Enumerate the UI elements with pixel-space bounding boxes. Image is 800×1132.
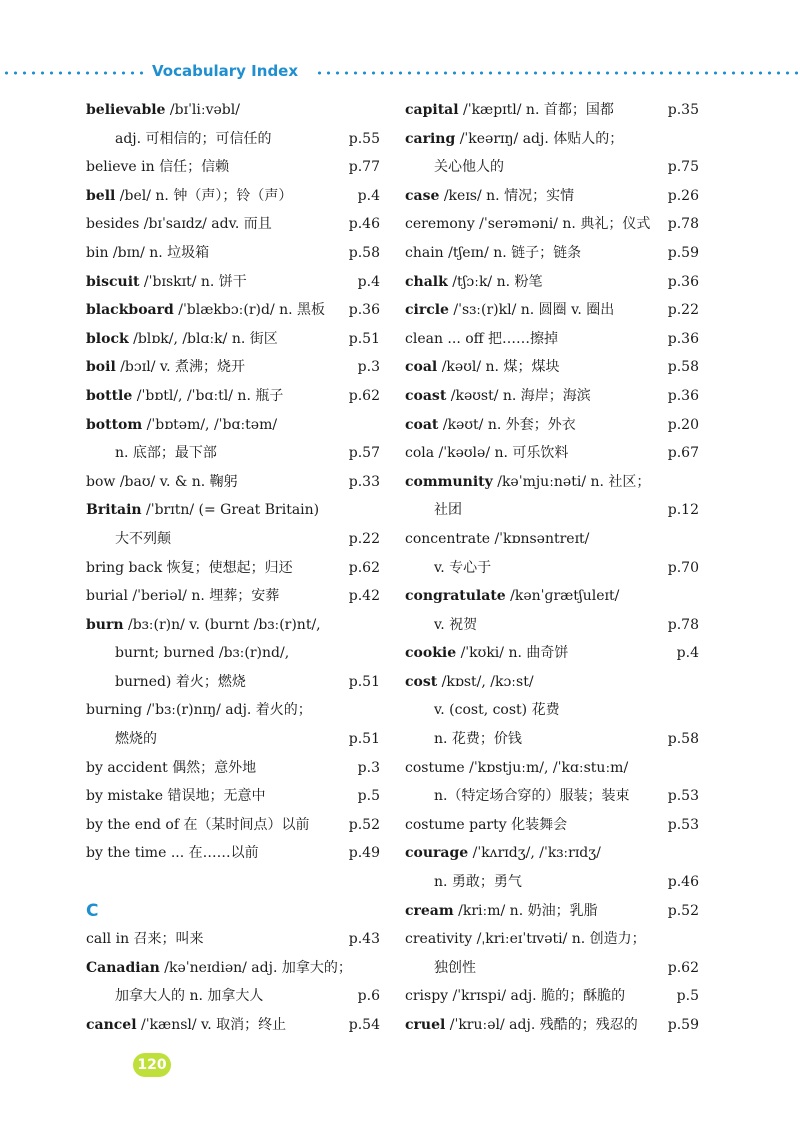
page-ref: p.57 (348, 445, 380, 462)
entry-text: /ˈbɒtəm/, /ˈbɑːtəm/ (142, 416, 278, 433)
entry-text: /kəʊt/ n. 外套；外衣 (438, 416, 576, 433)
headword: coal (405, 359, 438, 376)
entry-text: creativity /ˌkriːeɪˈtɪvəti/ n. 创造力； (405, 931, 646, 948)
entry-text: chain /tʃeɪn/ n. 链子；链条 (405, 244, 582, 261)
entry-text: by the end of 在（某时间点）以前 (86, 816, 310, 833)
entry-text: /keɪs/ n. 情况；实情 (439, 187, 575, 204)
page-ref: p.22 (348, 530, 380, 547)
vocab-entry (86, 239, 380, 268)
vocab-entry (86, 296, 380, 325)
vocab-entry (86, 96, 380, 125)
page-header (0, 58, 800, 88)
vocab-entry (86, 382, 380, 411)
headword: cruel (405, 1017, 446, 1033)
entry-continuation (405, 868, 699, 897)
page-ref: p.78 (667, 216, 699, 233)
page-ref: p.4 (357, 187, 380, 204)
vocab-entry (405, 582, 699, 611)
header-title: Vocabulary Index (152, 62, 299, 80)
page-ref: p.51 (348, 731, 380, 748)
vocab-entry (405, 439, 699, 468)
page-ref: p.4 (676, 645, 699, 662)
entry-text: believe in 信任；信赖 (86, 159, 230, 176)
page-ref: p.36 (667, 273, 699, 290)
vocab-entry (86, 954, 380, 983)
entry-text: 关心他人的 (434, 159, 504, 176)
headword: cream (405, 902, 454, 919)
page-ref: p.58 (667, 731, 699, 748)
headword: cost (405, 673, 438, 690)
entry-text: /ˈkruːəl/ adj. 残酷的；残忍的 (445, 1017, 638, 1033)
headword: believable (86, 102, 166, 118)
entry-text: burial /ˈberiəl/ n. 埋葬；安葬 (86, 588, 280, 605)
entry-continuation (405, 611, 699, 640)
vocab-entry (86, 182, 380, 211)
vocab-entry (405, 925, 699, 954)
entry-text: clean ... off 把……擦掉 (405, 330, 559, 347)
entry-text: /ˈsɜː(r)kl/ n. 圆圈 v. 圈出 (448, 302, 615, 319)
page-ref: p.35 (667, 102, 699, 118)
headword: cookie (405, 645, 457, 662)
headword: caring (405, 130, 456, 147)
page-ref: p.59 (667, 244, 699, 261)
entry-text: /bel/ n. 钟（声）；铃（声） (115, 187, 293, 204)
entry-text: v. 祝贺 (434, 616, 478, 633)
vocab-entry (405, 182, 699, 211)
headword: Britain (86, 502, 142, 519)
vocab-entry (405, 839, 699, 868)
vocab-entry (405, 239, 699, 268)
entry-text: /ˈblækbɔː(r)d/ n. 黑板 (173, 302, 326, 319)
vocab-entry (405, 811, 699, 840)
entry-text: n. 底部；最下部 (115, 445, 217, 462)
entry-continuation (405, 782, 699, 811)
page-ref: p.36 (667, 330, 699, 347)
headword: courage (405, 845, 469, 862)
left-column (86, 96, 380, 1040)
entry-continuation (86, 639, 380, 668)
right-column (405, 96, 699, 1040)
entry-text: n.（特定场合穿的）服装；装束 (434, 788, 630, 805)
vocab-entry (86, 268, 380, 297)
page-ref: p.51 (348, 330, 380, 347)
entry-continuation (86, 525, 380, 554)
vocab-entry (405, 982, 699, 1011)
page-ref: p.62 (348, 387, 380, 404)
entry-text: bring back 恢复；使想起；归还 (86, 559, 293, 576)
vocab-entry (86, 611, 380, 640)
page-ref: p.12 (667, 502, 699, 519)
vocab-entry (405, 525, 699, 554)
entry-text: /ˈkæpɪtl/ n. 首都；国都 (458, 102, 614, 118)
page-ref: p.6 (357, 988, 380, 1005)
entry-text: adj. 可相信的；可信任的 (115, 130, 272, 147)
headword: coat (405, 416, 439, 433)
headword: circle (405, 302, 449, 319)
entry-text: /kriːm/ n. 奶油；乳脂 (453, 902, 598, 919)
vocab-entry (405, 210, 699, 239)
page-ref: p.49 (348, 845, 380, 862)
page-ref: p.22 (667, 302, 699, 319)
entry-continuation (405, 554, 699, 583)
vocab-entry (405, 382, 699, 411)
entry-text: /bɔɪl/ v. 煮沸；烧开 (115, 359, 246, 376)
vocab-entry (405, 897, 699, 926)
headword: blackboard (86, 302, 174, 319)
vocab-entry (86, 554, 380, 583)
headword: burn (86, 616, 124, 633)
entry-text: concentrate /ˈkɒnsəntreɪt/ (405, 530, 590, 547)
page-ref: p.52 (667, 902, 699, 919)
entry-text: 独创性 (434, 959, 476, 976)
entry-text: /ˈbrɪtn/ (= Great Britain) (141, 502, 320, 519)
headword: biscuit (86, 273, 140, 290)
page-ref: p.53 (667, 816, 699, 833)
page-ref: p.3 (357, 759, 380, 776)
page-ref: p.36 (348, 302, 380, 319)
entry-text: crispy /ˈkrɪspi/ adj. 脆的；酥脆的 (405, 988, 626, 1005)
page-ref: p.51 (348, 673, 380, 690)
page-ref: p.53 (667, 788, 699, 805)
vocab-entry (405, 754, 699, 783)
page-ref: p.58 (667, 359, 699, 376)
headword: congratulate (405, 588, 506, 605)
entry-text: by accident 偶然；意外地 (86, 759, 257, 776)
entry-text: bow /baʊ/ v. & n. 鞠躬 (86, 473, 238, 490)
page-ref: p.36 (667, 387, 699, 404)
entry-continuation (86, 668, 380, 697)
page-ref: p.26 (667, 187, 699, 204)
page-ref: p.62 (667, 959, 699, 976)
entry-text: 加拿大人的 n. 加拿大人 (115, 988, 264, 1005)
entry-text: /kənˈɡrætʃuleɪt/ (505, 588, 620, 605)
page-ref: p.78 (667, 616, 699, 633)
page-ref: p.77 (348, 159, 380, 176)
entry-text: /ˈkʊki/ n. 曲奇饼 (456, 645, 569, 662)
entry-text: 大不列颠 (115, 530, 171, 547)
page-ref: p.42 (348, 588, 380, 605)
page-ref: p.67 (667, 445, 699, 462)
vocab-entry (405, 468, 699, 497)
page-ref: p.58 (348, 244, 380, 261)
headword: cancel (86, 1017, 137, 1033)
entry-text: by mistake 错误地；无意中 (86, 788, 266, 805)
entry-continuation (86, 725, 380, 754)
page-ref: p.70 (667, 559, 699, 576)
vocab-entry (86, 325, 380, 354)
vocab-entry (86, 496, 380, 525)
entry-text: n. 花费；价钱 (434, 731, 522, 748)
page-ref: p.75 (667, 159, 699, 176)
entry-continuation (86, 439, 380, 468)
entry-text: cola /ˈkəʊlə/ n. 可乐饮料 (405, 445, 569, 462)
entry-text: /kəʊst/ n. 海岸；海滨 (446, 387, 591, 404)
entry-text: /ˈkʌrɪdʒ/, /ˈkɜːrɪdʒ/ (468, 845, 601, 862)
headword: bell (86, 187, 116, 204)
entry-text: 社团 (434, 502, 462, 519)
vocab-entry (86, 925, 380, 954)
entry-text: burning /ˈbɜː(r)nɪŋ/ adj. 着火的； (86, 702, 312, 719)
entry-continuation (405, 725, 699, 754)
entry-text: /blɒk/, /blɑːk/ n. 街区 (128, 330, 278, 347)
entry-text: /ˈkeərɪŋ/ adj. 体贴人的； (455, 130, 624, 147)
headword: Canadian (86, 959, 160, 976)
entry-text: /bɪˈliːvəbl/ (165, 102, 240, 118)
headword: bottom (86, 416, 143, 433)
headword: chalk (405, 273, 448, 290)
vocab-entry (86, 696, 380, 725)
vocab-entry (86, 411, 380, 440)
entry-text: 燃烧的 (115, 731, 157, 748)
entry-continuation (405, 496, 699, 525)
vocab-entry (405, 639, 699, 668)
entry-text: ceremony /ˈserəməni/ n. 典礼；仪式 (405, 216, 651, 233)
entry-text: v. (cost, cost) 花费 (434, 702, 560, 719)
headword: boil (86, 359, 116, 376)
vocab-entry (86, 839, 380, 868)
page-ref: p.46 (348, 216, 380, 233)
entry-continuation (405, 153, 699, 182)
section-spacer (86, 868, 380, 897)
vocab-entry (86, 1011, 380, 1040)
entry-text: /bɜː(r)n/ v. (burnt /bɜː(r)nt/, (123, 616, 321, 633)
entry-text: burnt; burned /bɜː(r)nd/, (115, 645, 290, 662)
entry-continuation (405, 954, 699, 983)
entry-text: /ˈbɪskɪt/ n. 饼干 (139, 273, 247, 290)
entry-text: besides /bɪˈsaɪdz/ adv. 而且 (86, 216, 272, 233)
vocab-entry (86, 582, 380, 611)
headword: community (405, 473, 493, 490)
headword: case (405, 187, 440, 204)
entry-text: /kəʊl/ n. 煤；煤块 (437, 359, 560, 376)
page-ref: p.5 (676, 988, 699, 1005)
header-dots-left (2, 71, 146, 75)
page-ref: p.4 (357, 273, 380, 290)
vocab-entry (405, 411, 699, 440)
page-number-badge: 120 (133, 1053, 171, 1077)
entry-text: bin /bɪn/ n. 垃圾箱 (86, 244, 210, 261)
entry-text: v. 专心于 (434, 559, 492, 576)
entry-text: by the time ... 在……以前 (86, 845, 259, 862)
vocab-entry (405, 296, 699, 325)
vocab-entry (405, 268, 699, 297)
page-ref: p.46 (667, 874, 699, 891)
vocab-entry (86, 782, 380, 811)
vocab-entry (86, 811, 380, 840)
entry-text: burned) 着火；燃烧 (115, 673, 246, 690)
page-ref: p.43 (348, 931, 380, 948)
page-ref: p.33 (348, 473, 380, 490)
header-dots-right (315, 71, 800, 75)
entry-text: /ˈkænsl/ v. 取消；终止 (136, 1017, 287, 1033)
entry-text: call in 召来；叫来 (86, 931, 204, 948)
entry-text: n. 勇敢；勇气 (434, 874, 522, 891)
headword: bottle (86, 387, 133, 404)
vocab-entry (405, 325, 699, 354)
vocab-entry (86, 468, 380, 497)
page-ref: p.55 (348, 130, 380, 147)
vocab-entry (405, 353, 699, 382)
page-ref: p.54 (348, 1017, 380, 1033)
vocab-entry (86, 353, 380, 382)
entry-text: /tʃɔːk/ n. 粉笔 (447, 273, 543, 290)
vocab-entry (405, 125, 699, 154)
entry-text: /kɒst/, /kɔːst/ (437, 673, 534, 690)
entry-text: /kəˈneɪdiən/ adj. 加拿大的； (159, 959, 352, 976)
vocab-entry (86, 754, 380, 783)
page-ref: p.59 (667, 1017, 699, 1033)
page-ref: p.52 (348, 816, 380, 833)
headword: capital (405, 102, 459, 118)
entry-continuation (405, 696, 699, 725)
page-ref: p.5 (357, 788, 380, 805)
entry-continuation (86, 982, 380, 1011)
page-ref: p.3 (357, 359, 380, 376)
entry-text: costume party 化装舞会 (405, 816, 568, 833)
vocab-entry (86, 153, 380, 182)
section-letter: C (86, 900, 99, 921)
entry-continuation (86, 125, 380, 154)
page-ref: p.20 (667, 416, 699, 433)
entry-text: /kəˈmjuːnəti/ n. 社区； (492, 473, 651, 490)
headword: coast (405, 387, 447, 404)
vocab-entry (86, 210, 380, 239)
entry-text: costume /ˈkɒstjuːm/, /ˈkɑːstuːm/ (405, 759, 629, 776)
page-ref: p.62 (348, 559, 380, 576)
entry-text: /ˈbɒtl/, /ˈbɑːtl/ n. 瓶子 (132, 387, 284, 404)
vocab-entry (405, 96, 699, 125)
headword: block (86, 330, 129, 347)
vocab-entry (405, 1011, 699, 1040)
vocab-entry (405, 668, 699, 697)
